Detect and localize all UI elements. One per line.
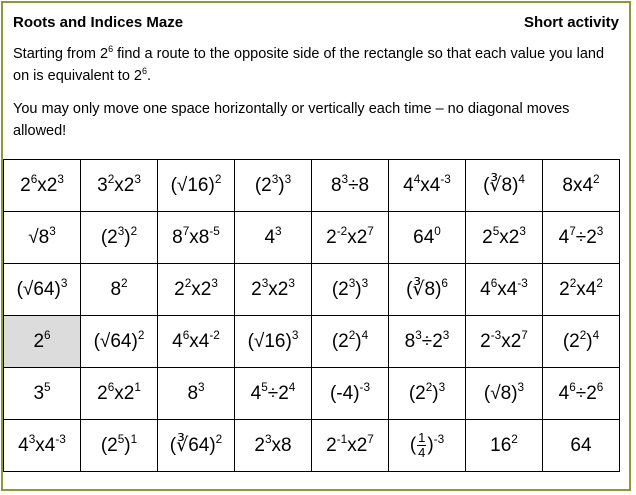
maze-cell[interactable]: (∛8)$^6$: [389, 264, 466, 316]
maze-cell[interactable]: ( $\frac{1}{4}$ )$^{-3}$: [389, 420, 466, 472]
maze-cell[interactable]: $√8^3$: [4, 212, 81, 264]
instruction-rule: You may only move one space horizontally or vertically each time – no diagonal moves allowed!: [13, 101, 570, 139]
maze-cell[interactable]: $2^6x2^3$: [4, 160, 81, 212]
maze-row: [4, 420, 620, 472]
maze-cell[interactable]: (∛8)$^4$: [466, 160, 543, 212]
fraction: $\frac{1}{4}$: [418, 430, 426, 460]
maze-cell[interactable]: $2^5x2^3$: [466, 212, 543, 264]
maze-cell[interactable]: $4^6x4^{-2}$: [158, 316, 235, 368]
maze-cell[interactable]: $(2^2)^4$: [543, 316, 620, 368]
instruction-text-b: find a route to the opposite side of the rectangle so that each value you land on is equivalent to 2: [13, 46, 605, 84]
maze-cell[interactable]: $4^4x4^{-3}$: [389, 160, 466, 212]
instruction-text-c: .: [146, 68, 152, 84]
instruction-exponent: 6: [108, 43, 114, 54]
maze-cell[interactable]: $(√8)^3$: [466, 368, 543, 420]
maze-cell[interactable]: $2^2x2^3$: [158, 264, 235, 316]
maze-cell[interactable]: $8^3\div 2^3$: [389, 316, 466, 368]
maze-cell[interactable]: $4^5\div 2^4$: [235, 368, 312, 420]
maze-cell[interactable]: $8^7x8^{-5}$: [158, 212, 235, 264]
maze-cell[interactable]: $8^3\div 8$: [312, 160, 389, 212]
maze-cell[interactable]: $(2^5)^1$: [81, 420, 158, 472]
maze-cell[interactable]: $4^7\div 2^3$: [543, 212, 620, 264]
maze-cell[interactable]: $2^{-3}x2^7$: [466, 316, 543, 368]
maze-cell[interactable]: $(2^2)^4$: [312, 316, 389, 368]
worksheet-title: Roots and Indices Maze: [13, 14, 184, 31]
maze-cell[interactable]: $(√64)^2$: [81, 316, 158, 368]
maze-cell[interactable]: $(√64)^3$: [4, 264, 81, 316]
maze-row: [4, 316, 620, 368]
maze-cell[interactable]: $8^3$: [158, 368, 235, 420]
maze-cell[interactable]: 64: [543, 420, 620, 472]
maze-cell[interactable]: $(√16)^3$: [235, 316, 312, 368]
maze-cell[interactable]: $(√16)^2$: [158, 160, 235, 212]
maze-cell[interactable]: $(-4)^{-3}$: [312, 368, 389, 420]
maze-cell[interactable]: $8x4^2$: [543, 160, 620, 212]
maze-cell[interactable]: $(2^3)^2$: [81, 212, 158, 264]
maze-row: [4, 264, 620, 316]
instruction-text-a: Starting from 2: [13, 46, 109, 62]
activity-tag: Short activity: [523, 14, 619, 31]
worksheet-header: [13, 14, 619, 34]
maze-cell[interactable]: $4^6x4^{-3}$: [466, 264, 543, 316]
instruction-exponent-2: 6: [141, 65, 147, 76]
maze-start-cell[interactable]: $2^6$: [4, 316, 81, 368]
maze-cell[interactable]: $2^2x4^2$: [543, 264, 620, 316]
maze-row: [4, 368, 620, 420]
maze-cell[interactable]: $4^3$: [235, 212, 312, 264]
maze-cell[interactable]: (∛64)$^2$: [158, 420, 235, 472]
maze-row: [4, 160, 620, 212]
instruction-start: [13, 43, 619, 87]
maze-cell[interactable]: $4^3x4^{-3}$: [4, 420, 81, 472]
maze-cell[interactable]: $2^6x2^1$: [81, 368, 158, 420]
maze-cell[interactable]: $64^0$: [389, 212, 466, 264]
maze-cell[interactable]: $8^2$: [81, 264, 158, 316]
maze-cell[interactable]: $16^2$: [466, 420, 543, 472]
maze-cell[interactable]: $2^3x8$: [235, 420, 312, 472]
maze-cell[interactable]: $(2^3)^3$: [312, 264, 389, 316]
maze-cell[interactable]: $2^{-1}x2^7$: [312, 420, 389, 472]
instructions: [13, 43, 619, 142]
maze-cell[interactable]: $4^6\div 2^6$: [543, 368, 620, 420]
maze-cell[interactable]: $2^3x2^3$: [235, 264, 312, 316]
maze-cell[interactable]: $(2^3)^3$: [235, 160, 312, 212]
maze-cell[interactable]: $3^2x2^3$: [81, 160, 158, 212]
maze-row: [4, 212, 620, 264]
maze-grid: [3, 159, 620, 472]
maze-cell[interactable]: $3^5$: [4, 368, 81, 420]
maze-cell[interactable]: $(2^2)^3$: [389, 368, 466, 420]
maze-cell[interactable]: $2^{-2}x2^7$: [312, 212, 389, 264]
